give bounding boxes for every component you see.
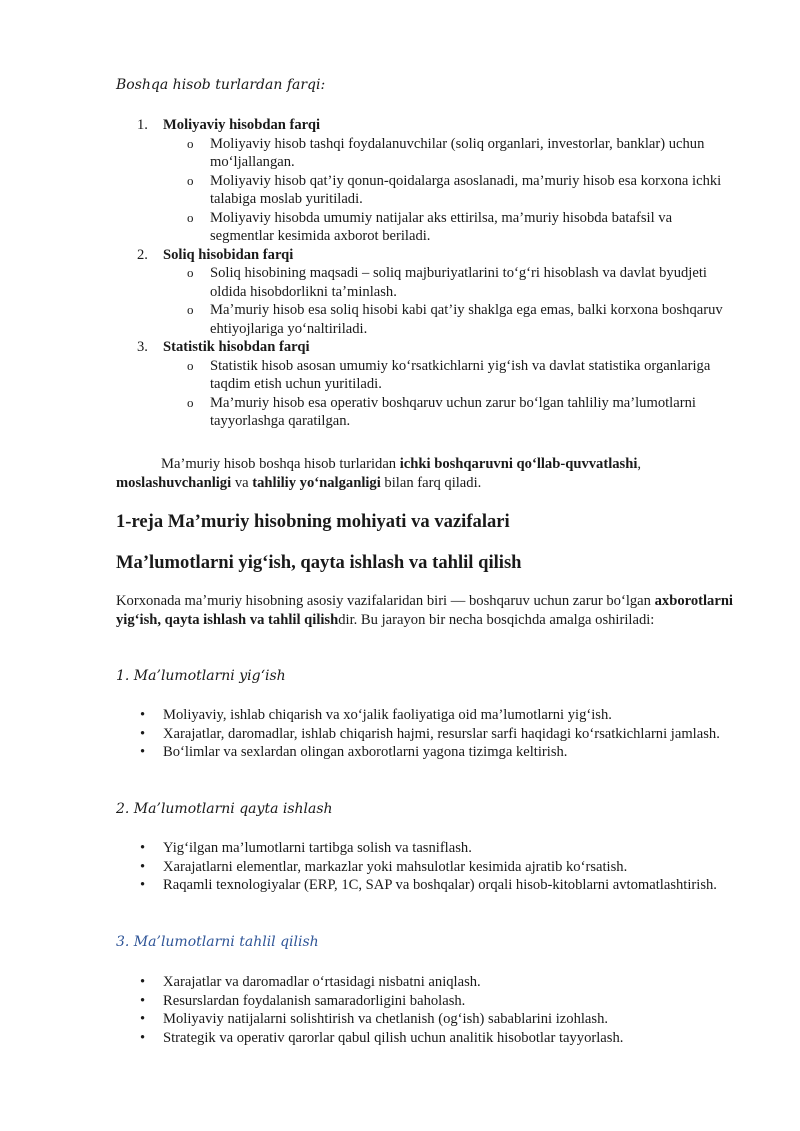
bullet-item: • Xarajatlar va daromadlar o‘rtasidagi nisbatni aniqlash.	[116, 973, 736, 992]
bold-run: tahliliy yo‘nalganligi	[252, 474, 381, 491]
sub-item: o Moliyaviy hisob tashqi foydalanuvchilar (soliq organlari, investorlar, banklar) uchun mo‘ljallangan.	[163, 135, 736, 172]
bullet-item: • Xarajatlarni elementlar, markazlar yoki mahsulotlar kesimida ajratib ko‘rsatish.	[116, 858, 736, 877]
sub-item: o Ma’muriy hisob esa operativ boshqaruv uchun zarur bo‘lgan tahliliy ma’lumotlarni tayyorlashga qaratilgan.	[163, 394, 736, 431]
list-heading: Moliyaviy hisobdan farqi	[163, 117, 321, 133]
subsection-title: 2. Ma’lumotlarni qayta ishlash	[116, 801, 333, 817]
sub-item: o Statistik hisob asosan umumiy ko‘rsatkichlarni yig‘ish va davlat statistika organlariga taqdim etish uchun yuritiladi.	[163, 357, 736, 394]
difference-list	[116, 116, 736, 431]
list-heading: Soliq hisobidan farqi	[163, 246, 294, 263]
bullet-item: • Moliyaviy natijalarni solishtirish va chetlanish (og‘ish) sabablarini izohlash.	[116, 1010, 736, 1029]
subsection-title: 1. Ma’lumotlarni yig‘ish	[116, 668, 286, 684]
subsection-title: 3. Ma’lumotlarni tahlil qilish	[116, 934, 319, 950]
bullet-item: • Bo‘limlar va sexlardan olingan axborotlarni yagona tizimga keltirish.	[116, 743, 736, 762]
bullet-item: • Yig‘ilgan ma’lumotlarni tartibga solish va tasniflash.	[116, 839, 736, 858]
intro-label: Boshqa hisob turlardan farqi:	[116, 77, 326, 93]
text-run: bilan farq qiladi.	[380, 474, 482, 491]
sub-list	[163, 357, 736, 431]
text-run: va	[231, 474, 253, 491]
bold-run: ichki boshqaruvni qo‘llab-quvvatlashi	[399, 456, 638, 472]
summary-paragraph	[116, 455, 716, 492]
bullet-list	[116, 706, 736, 762]
bullet-item: • Moliyaviy, ishlab chiqarish va xo‘jalik faoliyatiga oid ma’lumotlarni yig‘ish.	[116, 706, 736, 725]
bullet-item: • Xarajatlar, daromadlar, ishlab chiqarish hajmi, resurslar sarfi haqidagi ko‘rsatkichlarni jamlash.	[116, 725, 736, 744]
bullet-list	[116, 839, 736, 895]
list-number: 3.	[137, 339, 148, 355]
sub-item: o Moliyaviy hisob qat’iy qonun-qoidalarga asoslanadi, ma’muriy hisob esa korxona ichki talabiga moslab yuritiladi.	[163, 172, 736, 209]
list-item	[116, 246, 736, 339]
bullet-item: • Raqamli texnologiyalar (ERP, 1C, SAP va boshqalar) orqali hisob-kitoblarni avtomatlashtirish.	[116, 876, 736, 895]
list-number: 2.	[137, 246, 148, 263]
bullet-item: • Strategik va operativ qarorlar qabul qilish uchun analitik hisobotlar tayyorlash.	[116, 1029, 736, 1048]
text-run: Korxonada maʼmuriy hisobning asosiy vazifalaridan biri — boshqaruv uchun zarur boʻlgan	[116, 593, 655, 609]
list-number: 1.	[137, 117, 148, 133]
body-paragraph	[116, 592, 736, 629]
sub-list	[163, 135, 736, 246]
list-item	[116, 116, 736, 246]
list-heading: Statistik hisobdan farqi	[163, 339, 310, 355]
text-run: dir. Bu jarayon bir necha bosqichda amalga oshiriladi:	[338, 611, 655, 628]
bold-run: moslashuvchanligi	[116, 474, 232, 491]
bullet-list	[116, 973, 736, 1047]
sub-list	[163, 264, 736, 338]
sub-item: o Moliyaviy hisobda umumiy natijalar aks ettirilsa, ma’muriy hisobda batafsil va segmentlar kesimida axborot beriladi.	[163, 209, 736, 246]
section-heading-2: Ma’lumotlarni yig‘ish, qayta ishlash va tahlil qilish	[116, 552, 522, 573]
bold-run: axborotlarni yigʻish, qayta ishlash va tahlil qilish	[116, 593, 733, 628]
text-run: ,	[637, 456, 642, 472]
sub-item: o Maʼmuriy hisob esa soliq hisobi kabi qat’iy shaklga ega emas, balki korxona boshqaruv ehtiyojlariga yo‘naltiriladi.	[163, 301, 736, 338]
section-heading-1: 1-reja Ma’muriy hisobning mohiyati va vazifalari	[116, 511, 510, 532]
sub-item: o Soliq hisobining maqsadi – soliq majburiyatlarini to‘g‘ri hisoblash va davlat byudjeti oldida hisobdorlikni taʼminlash.	[163, 264, 736, 301]
text-run: Ma’muriy hisob boshqa hisob turlaridan	[161, 456, 400, 472]
list-item	[116, 338, 736, 431]
bullet-item: • Resurslardan foydalanish samaradorligini baholash.	[116, 992, 736, 1011]
